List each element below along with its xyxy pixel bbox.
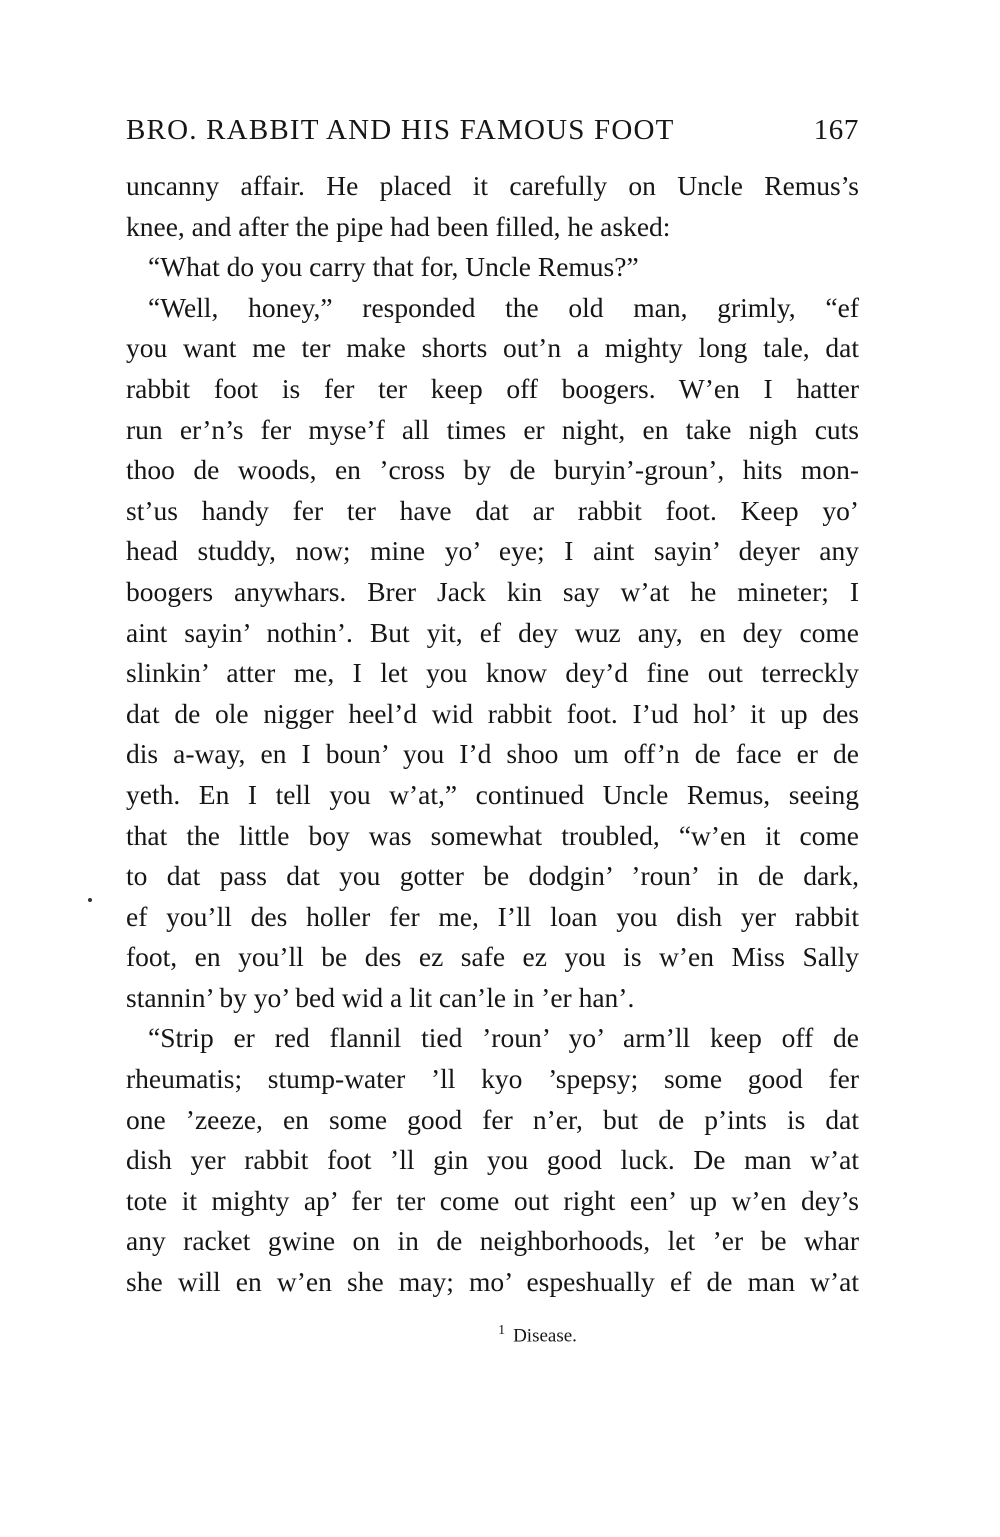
text-line: dish yer rabbit foot ’ll gin you good luck. De man w’at (126, 1144, 859, 1176)
text-line: foot, en you’ll be des ez safe ez you is w’en Miss Sally (126, 941, 859, 973)
text-line: slinkin’ atter me, I let you know dey’d fine out terreckly (126, 657, 859, 689)
text-line: she will en w’en she may; mo’ espeshually ef de man w’at (126, 1266, 859, 1298)
text-line: yeth. En I tell you w’at,” continued Uncle Remus, seeing (126, 778, 859, 810)
text-line: thoo de woods, en ’cross by de buryin’-groun’, hits mon- (126, 454, 859, 486)
text-line: “Well, honey,” responded the old man, grimly, “ef (148, 291, 859, 323)
text-line: uncanny affair. He placed it carefully on Uncle Remus’s (126, 170, 859, 201)
text-line: dis a-way, en I boun’ you I’d shoo um off’n de face er de (126, 738, 859, 770)
text-line: to dat pass dat you gotter be dodgin’ ’roun’ in de dark, (126, 860, 859, 892)
text-line: knee, and after the pipe had been filled, he asked: (126, 210, 671, 242)
page-number: 167 (813, 114, 859, 146)
running-head (126, 108, 859, 152)
text-line: stannin’ by yo’ bed wid a lit can’le in ’er han’. (126, 981, 635, 1013)
text-line: dat de ole nigger heel’d wid rabbit foot. I’ud hol’ it up des (126, 697, 859, 729)
text-line: tote it mighty ap’ fer ter come out right een’ up w’en dey’s (126, 1184, 859, 1216)
body-text (126, 166, 859, 1303)
text-line: you want me ter make shorts out’n a mighty long tale, dat (126, 332, 859, 364)
text-line: one ’zeeze, en some good fer n’er, but de p’ints is dat (126, 1103, 859, 1135)
text-line: that the little boy was somewhat troubled, “w’en it come (126, 819, 859, 851)
text-line: boogers anywhars. Brer Jack kin say w’at he mineter; I (126, 575, 859, 607)
text-line: run er’n’s fer myse’f all times er night, en take nigh cuts (126, 413, 859, 445)
text-line: any racket gwine on in de neighborhoods, let ’er be whar (126, 1225, 859, 1257)
text-line: rheumatis; stump-water ’ll kyo ’spepsy; some good fer (126, 1063, 859, 1095)
running-head-title: BRO. RABBIT AND HIS FAMOUS FOOT (126, 114, 675, 146)
text-line: st’us handy fer ter have dat ar rabbit foot. Keep yo’ (126, 494, 859, 526)
footnote-marker: 1 (498, 1322, 506, 1338)
text-line: rabbit foot is fer ter keep off boogers. W’en I hatter (126, 372, 859, 404)
text-line: “Strip er red flannil tied ’roun’ yo’ arm’ll keep off de (148, 1022, 859, 1054)
stray-ink-mark (88, 898, 92, 902)
text-line: “What do you carry that for, Uncle Remus?” (148, 251, 639, 283)
text-line: aint sayin’ nothin’. But yit, ef dey wuz any, en dey come (126, 616, 859, 648)
text-line: ef you’ll des holler fer me, I’ll loan you dish yer rabbit (126, 900, 859, 932)
footnote-text: Disease. (513, 1324, 577, 1346)
book-page (126, 108, 859, 1350)
footnote (126, 1317, 859, 1350)
text-line: head studdy, now; mine yo’ eye; I aint sayin’ deyer any (126, 535, 859, 567)
